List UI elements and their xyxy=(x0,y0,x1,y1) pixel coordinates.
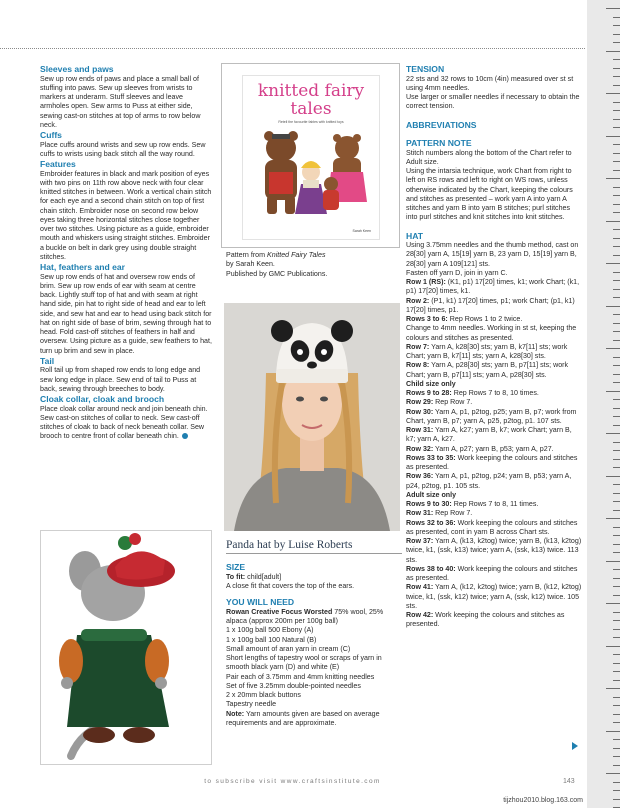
row-label: Row 41: xyxy=(406,583,434,592)
ruler-tick xyxy=(613,705,620,706)
row-instruction: Rep Rows 1 to 2 twice. xyxy=(447,315,523,323)
body-paragraph xyxy=(406,269,582,278)
row-label: Row 31: xyxy=(406,509,434,518)
row-instruction: Yarn A, p27; yarn B, p53; yarn A, p27. xyxy=(433,444,554,453)
material-item: 1 x 100g ball 100 Natural (B) xyxy=(226,635,317,644)
caption-prefix: Pattern from xyxy=(226,251,268,259)
ruler-tick xyxy=(613,620,620,621)
ruler-tick xyxy=(613,331,620,332)
pattern-row xyxy=(406,315,582,324)
ruler-tick xyxy=(613,739,620,740)
pattern-row xyxy=(406,297,582,316)
body-paragraph xyxy=(40,141,212,160)
ruler-tick xyxy=(613,42,620,43)
continue-arrow-icon xyxy=(572,742,578,750)
ruler-tick xyxy=(613,255,620,256)
size-heading: SIZE xyxy=(226,562,246,573)
pattern-row xyxy=(406,454,582,473)
fit-value: child[adult] xyxy=(245,572,282,581)
paragraph-text: 22 sts and 32 rows to 10cm (4in) measured over st st using 4mm needles. xyxy=(406,74,574,92)
ruler-tick xyxy=(613,153,620,154)
ruler-tick xyxy=(613,637,620,638)
ruler-tick xyxy=(613,382,620,383)
pattern-row xyxy=(406,398,582,407)
ruler-tick xyxy=(613,450,620,451)
pattern-row xyxy=(406,500,582,509)
row-instruction: Yarn A, p1, p2tog, p25; yarn B, p7; work from Chart, yarn B, p7; yarn A, p25, p2tog, p1. 107 sts. xyxy=(406,407,577,425)
section-heading: Tail xyxy=(40,355,55,366)
ruler-tick xyxy=(613,467,620,468)
pattern-row xyxy=(406,509,582,518)
ruler-tick xyxy=(613,102,620,103)
book-cover-author: Sarah Keen xyxy=(352,229,371,233)
ruler-tick xyxy=(613,756,620,757)
row-instruction: Yarn A, k28[30] sts; yarn B, k7[11] sts; work Chart; yarn B, k7[11] sts; yarn A, k28[30] sts. xyxy=(406,342,568,360)
pattern-row xyxy=(406,445,582,454)
ruler-tick xyxy=(613,59,620,60)
ruler-tick xyxy=(613,680,620,681)
body-paragraph xyxy=(406,167,582,223)
ruler-tick xyxy=(613,289,620,290)
pattern-row xyxy=(406,408,582,427)
ruler-tick xyxy=(613,782,620,783)
row-instruction: Yarn A, k27; yarn B, k7; work Chart; yarn B, k7; yarn A, k27. xyxy=(406,426,572,444)
body-paragraph xyxy=(406,149,582,168)
material-item: Tapestry needle xyxy=(226,700,277,709)
panda-hat-section xyxy=(226,541,402,728)
row-label: Rows 3 to 6: xyxy=(406,315,448,323)
page-edge-ruler xyxy=(587,0,620,808)
ruler-tick xyxy=(613,535,620,536)
paragraph-text: Fasten off yarn D, join in yarn C. xyxy=(406,268,508,277)
row-instruction: Work keeping the colours and stitches as presented, cont in yarn B across Chart sts. xyxy=(406,518,578,536)
pattern-row xyxy=(406,565,582,584)
paragraph-text: Sew up row ends of hat and oversew row ends of brim. Sew up row ends of ear with seam at centre back. Lightly stuff top of hat and with seam at right hand side, pin hat to right side of head and ear to left side, and sew hat and ear to head using back stitch for hat on right side of base of brim, sewing through hat to head. Fold cast-off stitches of feathers in half and oversew. Using picture as a guide, sew feathers to hat, turn up brim and sew in place. xyxy=(40,272,212,355)
material-item: 2 x 20mm black buttons xyxy=(226,691,301,699)
you-will-need-heading: YOU WILL NEED xyxy=(226,597,295,608)
paragraph-text: Embroider features in black and mark position of eyes with two pins on 11th row above neck with four clear knitted stitches in between. Work a vertical chain stitch for each eye and a second chain stitch on top of first chain stitch. Embroider nose on second row below eyes taking three horizontal stitches close together over two stitches. Using picture as a guide, embroider mouth and whiskers using straight stitches. Embroider a buckle on belt in dark grey using double straight stitches. xyxy=(40,169,212,261)
footer-subscribe: to subscribe visit www.craftsinstitute.com xyxy=(204,778,381,785)
ruler-tick xyxy=(613,314,620,315)
note-text: Yarn amounts given are based on average requirements and are approximate. xyxy=(226,709,380,727)
section-heading: Cloak collar, cloak and brooch xyxy=(40,394,165,404)
paragraph-text: Place cuffs around wrists and sew up row ends. Sew cuffs to wrists using back stitch all the way round. xyxy=(40,140,206,158)
ruler-tick xyxy=(613,272,620,273)
book-caption xyxy=(226,251,396,279)
ruler-tick xyxy=(613,127,620,128)
ruler-tick xyxy=(613,629,620,630)
ruler-tick xyxy=(606,178,620,179)
ruler-tick xyxy=(613,586,620,587)
ruler-tick xyxy=(613,76,620,77)
row-label: Row 31: xyxy=(406,426,434,434)
yarn-name: Rowan Creative Focus Worsted xyxy=(226,607,333,616)
ruler-tick xyxy=(613,790,620,791)
pattern-row xyxy=(406,389,582,398)
body-paragraph xyxy=(406,93,582,112)
ruler-tick xyxy=(613,722,620,723)
row-instruction: Work keeping the colours and stitches as presented. xyxy=(406,564,578,582)
body-paragraph xyxy=(40,170,212,263)
caption-publisher: Published by GMC Publications. xyxy=(226,269,328,278)
ruler-tick xyxy=(613,612,620,613)
pattern-row xyxy=(406,472,582,491)
row-label: Row 29: xyxy=(406,398,434,407)
ruler-tick xyxy=(613,195,620,196)
caption-book-title: Knitted Fairy Tales xyxy=(267,251,326,259)
row-instruction: Work keeping the colours and stitches as presented. xyxy=(406,453,578,471)
end-of-article-icon xyxy=(182,433,188,439)
ruler-tick xyxy=(606,348,620,349)
row-instruction: Yarn A, (k12, k2tog) twice; yarn B, (k12, k2tog) twice, k1, (ssk, k12) twice; yarn A, (ssk, k12) twice. 105 sts. xyxy=(406,583,582,610)
ruler-tick xyxy=(613,85,620,86)
row-instruction: Rep Row 7. xyxy=(433,509,473,518)
ruler-tick xyxy=(613,765,620,766)
fit-label: To fit: xyxy=(226,572,246,581)
ruler-tick xyxy=(613,144,620,145)
row-instruction: Rep Rows 7 to 8, 10 times. xyxy=(451,389,539,397)
row-label: Rows 38 to 40: xyxy=(406,564,456,573)
section-heading: Hat, feathers and ear xyxy=(40,262,126,272)
ruler-tick xyxy=(613,297,620,298)
paragraph-text: Change to 4mm needles. Working in st st, keeping the colours and stitches as presented. xyxy=(406,324,577,342)
ruler-tick xyxy=(606,136,620,137)
row-instruction: Yarn A, (k13, k2tog) twice; yarn B, (k13, k2tog) twice, k1, (ssk, k13) twice; yarn A, (ssk, k13) twice. 113 sts. xyxy=(406,537,582,564)
spacer xyxy=(406,112,582,120)
body-paragraph xyxy=(406,241,582,269)
section-heading: Features xyxy=(40,159,76,169)
body-paragraph xyxy=(40,75,212,131)
material-item: Set of five 3.25mm double-pointed needles xyxy=(226,681,361,690)
ruler-tick xyxy=(613,374,620,375)
row-label: Row 30: xyxy=(406,407,434,416)
row-label: Rows 32 to 36: xyxy=(406,518,456,527)
material-item: 1 x 100g ball 500 Ebony (A) xyxy=(226,626,314,635)
material-item: Short lengths of tapestry wool or scraps of yarn in smooth black yarn (D) and white (E) xyxy=(226,654,382,672)
knitted-puss-illustration xyxy=(41,531,211,764)
ruler-tick xyxy=(613,484,620,485)
pattern-row xyxy=(406,278,582,297)
ruler-tick xyxy=(613,68,620,69)
paragraph-text: Using 3.75mm needles and the thumb method, cast on 28[30] yarn A, 15[19] yarn B, 23 yarn D, 15[19] yarn B, 28[30] yarn A 109[121] sts. xyxy=(406,241,579,268)
ruler-tick xyxy=(606,773,620,774)
body-paragraph xyxy=(40,273,212,356)
ruler-tick xyxy=(613,552,620,553)
page-number: 143 xyxy=(563,778,575,785)
row-instruction: Work keeping the colours and stitches as presented. xyxy=(406,611,565,629)
ruler-tick xyxy=(613,34,620,35)
paragraph-text: Roll tail up from shaped row ends to long edge and sew long edge in place. Sew end of tail to Puss at back, sewing through breeches to body. xyxy=(40,366,201,393)
row-label: Row 8: xyxy=(406,361,430,370)
paragraph-text: Stitch numbers along the bottom of the Chart refer to Adult size. xyxy=(406,148,572,166)
pattern-row xyxy=(406,537,582,565)
ruler-tick xyxy=(613,170,620,171)
book-cover xyxy=(242,75,380,240)
watermark: tijzhou2010.blog.163.com xyxy=(503,797,583,804)
body-paragraph xyxy=(406,75,582,94)
row-instruction: Rep Row 7. xyxy=(433,398,473,407)
row-label: Row 42: xyxy=(406,611,434,619)
row-label: Rows 9 to 30: xyxy=(406,500,452,508)
section-heading: Sleeves and paws xyxy=(40,64,114,74)
fit-description: A close fit that covers the top of the ears. xyxy=(226,582,355,590)
ruler-tick xyxy=(613,110,620,111)
book-cover-subtitle: Retell the favourite fables with knitted toys xyxy=(278,120,344,124)
ruler-tick xyxy=(606,646,620,647)
paragraph-text: Place cloak collar around neck and join beneath chin. Sew cast-on stitches of collar to neck. Sew cast-off stitches of cloak to back of neck beneath collar. Sew brooch to centre front of collar beneath chin. xyxy=(40,404,208,441)
ruler-tick xyxy=(606,93,620,94)
body-paragraph xyxy=(406,324,582,343)
size-subheading: Adult size only xyxy=(406,490,457,499)
body-paragraph xyxy=(40,405,212,442)
ruler-tick xyxy=(613,799,620,800)
row-instruction: (K1, p1) 17[20] times, k1; work Chart; (k1, p1) 17[20] times, k1. xyxy=(406,278,580,296)
ruler-tick xyxy=(613,408,620,409)
row-instruction: Yarn A, p1, p2tog, p24; yarn B, p53; yarn A, p24, p2tog, p1. 105 sts. xyxy=(406,472,572,490)
ruler-tick xyxy=(613,17,620,18)
ruler-tick xyxy=(606,518,620,519)
book-cover-title: knitted fairy tales xyxy=(257,81,365,119)
ruler-tick xyxy=(613,323,620,324)
ruler-tick xyxy=(606,263,620,264)
book-cover-frame xyxy=(221,63,400,248)
column-left xyxy=(40,64,212,442)
ruler-tick xyxy=(613,238,620,239)
ruler-tick xyxy=(613,187,620,188)
ruler-tick xyxy=(613,357,620,358)
row-label: Row 2: xyxy=(406,296,430,305)
paragraph-text: Use larger or smaller needles if necessary to obtain the correct tension. xyxy=(406,93,580,111)
ruler-tick xyxy=(606,603,620,604)
ruler-tick xyxy=(606,221,620,222)
pattern-title: Panda hat by Luise Roberts xyxy=(226,541,402,554)
ruler-tick xyxy=(613,246,620,247)
ruler-tick xyxy=(613,161,620,162)
pattern-row xyxy=(406,583,582,611)
ruler-tick xyxy=(613,595,620,596)
ruler-tick xyxy=(613,697,620,698)
knitted-puss-photo xyxy=(40,530,212,765)
ruler-tick xyxy=(606,391,620,392)
ruler-tick xyxy=(613,119,620,120)
column-right xyxy=(406,64,582,630)
paragraph-text: Sew up row ends of paws and place a small ball of stuffing into paws. Sew up sleeves from wrists to markers at underarm. Stuff sleeves and leave armholes open. Sew arms to Puss at either side, sewing cast-on stitches at top of arms to row below neck. xyxy=(40,74,201,129)
ruler-tick xyxy=(613,510,620,511)
section-heading: PATTERN NOTE xyxy=(406,138,472,148)
ruler-tick xyxy=(613,442,620,443)
section-heading: TENSION xyxy=(406,64,445,74)
row-label: Row 36: xyxy=(406,472,434,481)
ruler-tick xyxy=(613,459,620,460)
ruler-tick xyxy=(613,493,620,494)
pattern-row xyxy=(406,426,582,445)
panda-hat-photo xyxy=(224,303,400,531)
ruler-tick xyxy=(613,365,620,366)
ruler-tick xyxy=(606,731,620,732)
ruler-tick xyxy=(613,544,620,545)
section-heading: HAT xyxy=(406,230,424,241)
row-label: Row 32: xyxy=(406,444,434,453)
knitted-toys-illustration xyxy=(243,76,379,239)
ruler-tick xyxy=(613,714,620,715)
row-label: Row 37: xyxy=(406,537,434,545)
girl-panda-hat-illustration xyxy=(224,303,400,531)
ruler-tick xyxy=(613,527,620,528)
ruler-tick xyxy=(606,51,620,52)
ruler-tick xyxy=(613,204,620,205)
ruler-tick xyxy=(606,8,620,9)
row-label: Row 1 (RS): xyxy=(406,278,446,286)
material-item: Small amount of aran yarn in cream (C) xyxy=(226,644,351,653)
row-label: Rows 9 to 28: xyxy=(406,389,452,397)
ruler-tick xyxy=(613,229,620,230)
pattern-row xyxy=(406,519,582,538)
ruler-tick xyxy=(606,306,620,307)
pattern-row xyxy=(406,611,582,630)
row-label: Rows 33 to 35: xyxy=(406,453,456,462)
row-label: Row 7: xyxy=(406,342,430,351)
top-dotted-rule xyxy=(0,48,585,49)
ruler-tick xyxy=(613,212,620,213)
row-instruction: Yarn A, p28[30] sts; yarn B, p7[11] sts; work Chart; yarn B, p7[11] sts; yarn A, p28[30] sts. xyxy=(406,361,569,379)
materials-list xyxy=(226,626,402,709)
section-heading: ABBREVIATIONS xyxy=(406,119,477,130)
spacer xyxy=(406,130,582,138)
row-instruction: Rep Rows 7 to 8, 11 times. xyxy=(451,500,539,508)
ruler-tick xyxy=(613,501,620,502)
ruler-tick xyxy=(613,25,620,26)
pattern-row xyxy=(406,361,582,380)
ruler-tick xyxy=(606,476,620,477)
ruler-tick xyxy=(613,671,620,672)
ruler-tick xyxy=(613,569,620,570)
ruler-tick xyxy=(606,688,620,689)
ruler-tick xyxy=(613,399,620,400)
section-heading: Cuffs xyxy=(40,130,62,140)
material-item: Pair each of 3.75mm and 4mm knitting needles xyxy=(226,672,375,681)
ruler-tick xyxy=(613,654,620,655)
yarn-detail: 75% wool, 25% alpaca (approx 200m per 100g ball) xyxy=(226,607,384,625)
ruler-tick xyxy=(613,416,620,417)
pattern-row xyxy=(406,343,582,362)
ruler-tick xyxy=(613,340,620,341)
ruler-tick xyxy=(613,578,620,579)
ruler-tick xyxy=(606,561,620,562)
note-label: Note: xyxy=(226,709,245,718)
ruler-tick xyxy=(613,663,620,664)
body-paragraph xyxy=(40,366,212,394)
ruler-tick xyxy=(613,280,620,281)
ruler-tick xyxy=(613,425,620,426)
paragraph-text: Using the intarsia technique, work Chart from right to left on RS rows and left to right on WS rows, unless otherwise indicated by the Chart, keeping the colours and stitches as presented – work yarn A into yarn A stitches and yarn B into yarn B stitches; purl stitches into purl stitches and knit stitches into knit stitches. xyxy=(406,167,573,222)
size-subheading: Child size only xyxy=(406,379,456,388)
row-instruction: (P1, k1) 17[20] times, p1; work Chart; (p1, k1) 17[20] times, p1. xyxy=(406,296,575,314)
ruler-tick xyxy=(606,433,620,434)
spacer xyxy=(406,223,582,231)
caption-author: by Sarah Keen. xyxy=(226,260,275,269)
ruler-tick xyxy=(613,748,620,749)
